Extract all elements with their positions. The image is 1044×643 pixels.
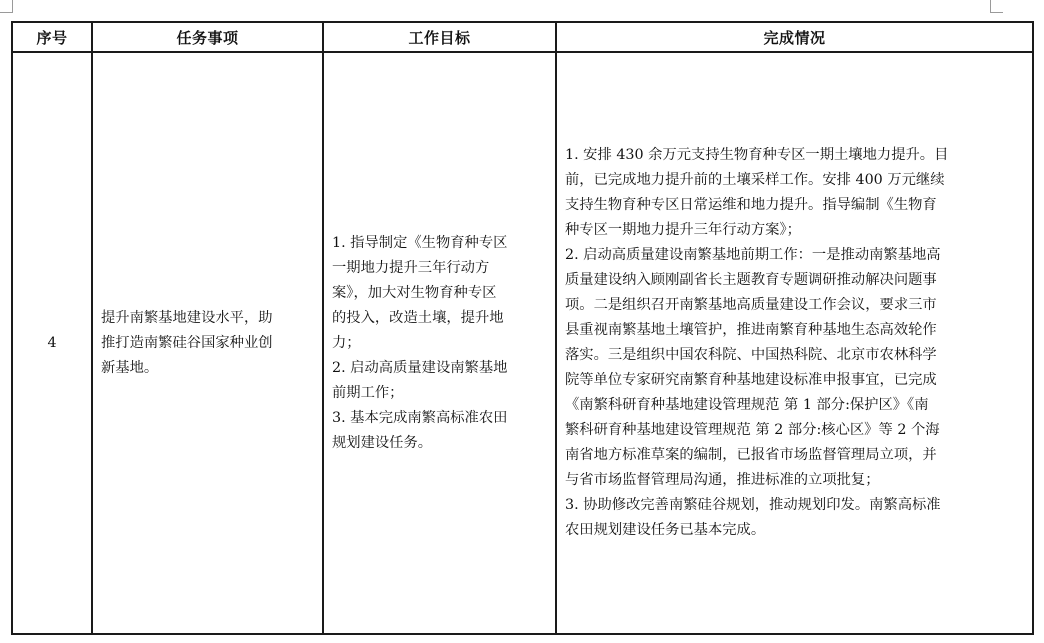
status-line: 种专区一期地力提升三年行动方案》；	[565, 222, 801, 238]
status-line: 2. 启动高质量建设南繁基地前期工作：一是推动南繁基地高	[565, 247, 941, 263]
task-table	[11, 21, 1034, 635]
status-line: 前，已完成地力提升前的土壤采样工作。安排 400 万元继续	[565, 172, 945, 188]
goal-line: 3. 基本完成南繁高标准农田	[332, 409, 508, 426]
header-row	[12, 22, 1033, 52]
status-line: 支持生物育种专区日常运维和地力提升。指导编制《生物育	[565, 197, 937, 213]
status-line: 项。二是组织召开南繁基地高质量建设工作会议，要求三市	[565, 297, 937, 313]
task-line: 提升南繁基地建设水平，助	[101, 309, 273, 326]
cell-seq: 4	[12, 52, 92, 634]
cell-task	[92, 52, 323, 634]
goal-line: 案》，加大对生物育种专区	[332, 284, 497, 301]
status-line: 农田规划建设任务已基本完成。	[565, 522, 766, 538]
page-corner-marks	[0, 0, 1044, 22]
goal-line: 2. 启动高质量建设南繁基地	[332, 359, 508, 376]
goal-line: 一期地力提升三年行动方	[332, 259, 490, 276]
table-row	[12, 52, 1033, 634]
task-line: 推打造南繁硅谷国家种业创	[101, 334, 273, 351]
status-line: 县重视南繁基地土壤管护，推进南繁育种基地生态高效轮作	[565, 322, 937, 338]
cell-goal	[323, 52, 556, 634]
header-status: 完成情况	[556, 22, 1033, 52]
left-corner-mark	[0, 0, 13, 13]
goal-line: 1. 指导制定《生物育种专区	[332, 234, 508, 251]
status-line: 《南繁科研育种基地建设管理规范 第 1 部分:保护区》《南	[565, 397, 929, 413]
goal-line: 力；	[332, 334, 361, 351]
task-line: 新基地。	[101, 359, 159, 376]
right-corner-mark	[990, 0, 1003, 13]
goal-line: 规划建设任务。	[332, 434, 433, 451]
header-seq: 序号	[12, 22, 92, 52]
status-line: 与省市场监督管理局沟通，推进标准的立项批复；	[565, 472, 880, 488]
header-goal: 工作目标	[323, 22, 556, 52]
status-line: 院等单位专家研究南繁育种基地建设标准申报事宜，已完成	[565, 372, 937, 388]
status-line: 南省地方标准草案的编制，已报省市场监督管理局立项，并	[565, 447, 937, 463]
goal-line: 前期工作；	[332, 384, 404, 401]
status-line: 1. 安排 430 余万元支持生物育种专区一期土壤地力提升。目	[565, 147, 949, 163]
header-task: 任务事项	[92, 22, 323, 52]
status-line: 落实。三是组织中国农科院、中国热科院、北京市农林科学	[565, 347, 937, 363]
status-line: 3. 协助修改完善南繁硅谷规划，推动规划印发。南繁高标准	[565, 497, 941, 513]
status-line: 繁科研育种基地建设管理规范 第 2 部分:核心区》等 2 个海	[565, 422, 940, 438]
goal-line: 的投入，改造土壤，提升地	[332, 309, 504, 326]
status-line: 质量建设纳入顾刚副省长主题教育专题调研推动解决问题事	[565, 272, 937, 288]
cell-status	[556, 52, 1033, 634]
